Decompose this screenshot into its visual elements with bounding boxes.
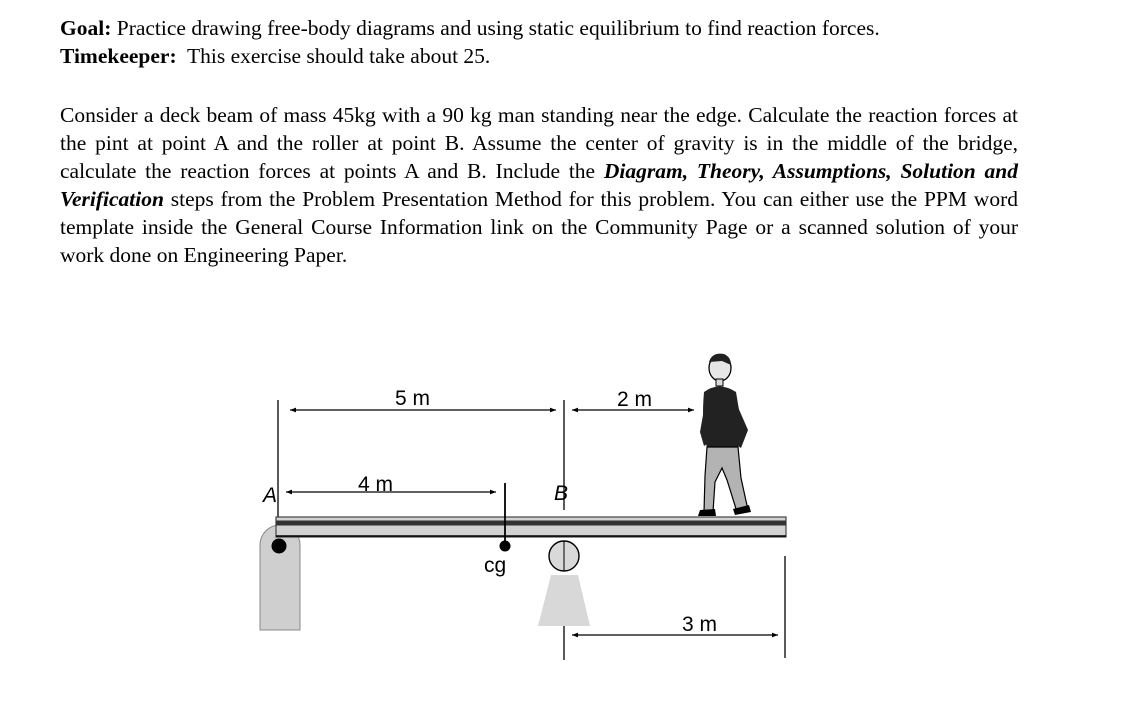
problem-emphasis: Diagram, Theory, Assumptions, Solution and Verification — [60, 159, 1019, 211]
deck-beam — [276, 517, 786, 537]
point-b-label: B — [554, 482, 569, 505]
roller-support-base — [538, 575, 590, 626]
man-figure — [698, 354, 751, 516]
problem-text-part-2: steps from the Problem Presentation Method for this problem. You can either use the PPM word template inside the General Course Information link on the Community Page or a scanned solution of your work done on Engineering Paper. — [60, 187, 1018, 267]
timekeeper-label: Timekeeper: — [60, 44, 177, 68]
dimension-label-5m: 5 m — [395, 387, 431, 410]
timekeeper-text: This exercise should take about 25. — [187, 44, 491, 68]
goal-label: Goal: — [60, 16, 112, 40]
point-a-label: A — [263, 484, 278, 507]
problem-text-part-1: Consider a deck beam of mass 45kg with a 90 kg man standing near the edge. Calculate the reaction forces at the pint at point A and the roller at point B. Assume the center of gravity is in the middle of the bridge, calculate the reaction forces at points A and B. Include the — [60, 103, 1018, 183]
cg-label: cg — [484, 554, 507, 577]
dimension-label-4m: 4 m — [358, 473, 394, 496]
cg-marker-dot — [500, 541, 511, 552]
pin-a — [272, 539, 287, 554]
dimension-label-3m: 3 m — [682, 613, 718, 636]
goal-text: Practice drawing free-body diagrams and using static equilibrium to find reaction forces. — [116, 16, 880, 40]
dimension-label-2m: 2 m — [617, 388, 653, 411]
